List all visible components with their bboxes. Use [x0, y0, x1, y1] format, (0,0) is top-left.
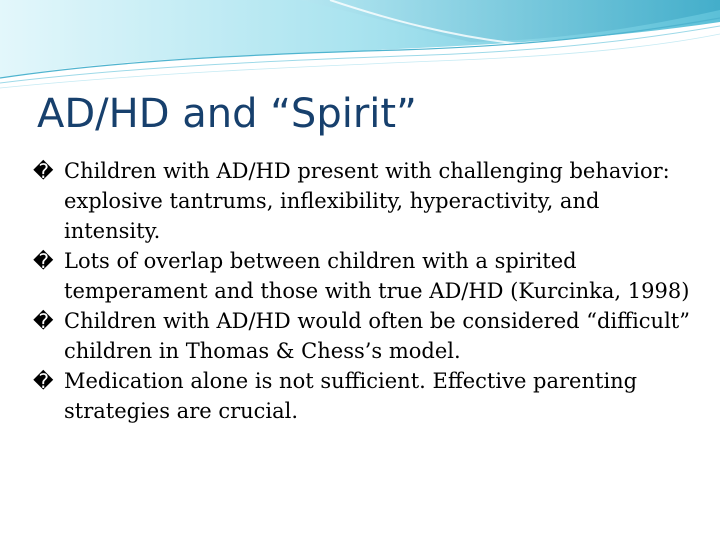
- bullet-item: [33, 306, 693, 366]
- bullet-text: Lots of overlap between children with a spirited temperament and those with true AD/HD (Kurcinka, 1998): [64, 249, 690, 303]
- bullet-icon: �: [33, 159, 54, 183]
- bullet-icon: �: [33, 249, 54, 273]
- bullet-text: Medication alone is not sufficient. Effective parenting strategies are crucial.: [64, 369, 638, 423]
- bullet-text: Children with AD/HD would often be considered “difficult” children in Thomas & Chess’s model.: [64, 309, 690, 363]
- bullet-list: [33, 156, 693, 426]
- bullet-item: [33, 246, 693, 306]
- bullet-icon: �: [33, 309, 54, 333]
- slide-title: AD/HD and “Spirit”: [37, 91, 417, 137]
- bullet-icon: �: [33, 369, 54, 393]
- header-wave-decoration: [0, 0, 720, 90]
- bullet-item: [33, 156, 693, 246]
- bullet-item: [33, 366, 693, 426]
- bullet-text: Children with AD/HD present with challenging behavior: explosive tantrums, inflexibility, hyperactivity, and intensity.: [64, 159, 670, 243]
